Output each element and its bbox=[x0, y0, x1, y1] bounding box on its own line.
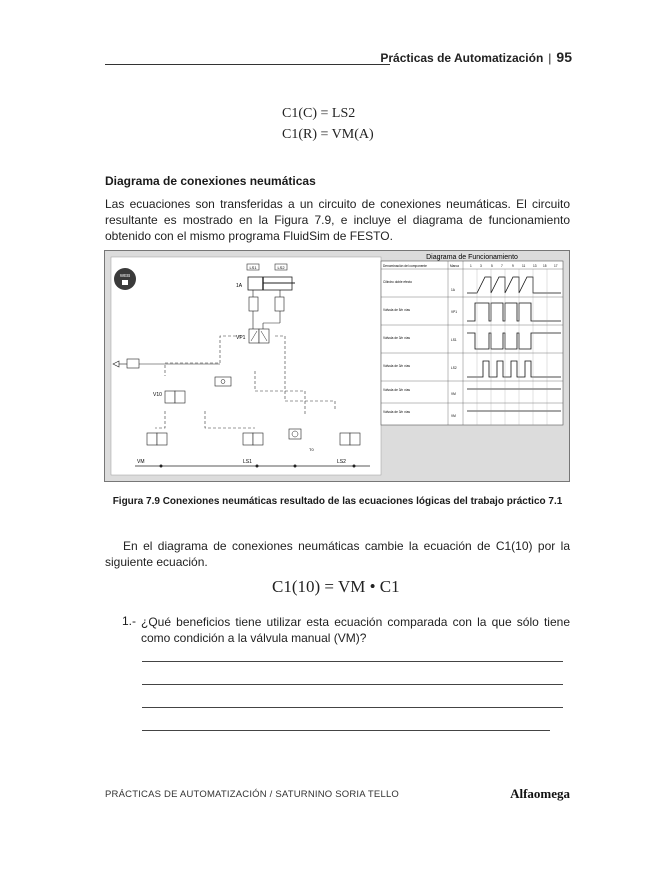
running-header bbox=[380, 49, 572, 65]
pneumatic-diagram bbox=[105, 251, 569, 481]
step-label: 13 bbox=[533, 264, 537, 268]
row-mark: VM bbox=[451, 414, 456, 418]
footer-credit: PRÁCTICAS DE AUTOMATIZACIÓN / SATURNINO SORIA TELLO bbox=[105, 789, 400, 800]
row-mark: VM bbox=[451, 392, 456, 396]
timer-label: T0 bbox=[309, 447, 314, 452]
row-mark: 1A bbox=[451, 288, 455, 292]
timing-diagram bbox=[381, 261, 563, 425]
row-name: Válvula de 3/n vías bbox=[383, 336, 410, 340]
step-label: 7 bbox=[501, 264, 503, 268]
ls2-label: LS2 bbox=[337, 459, 346, 465]
equation-c1-r: C1(R) = VM(A) bbox=[282, 127, 374, 142]
header-separator: | bbox=[548, 51, 552, 65]
button-icon bbox=[114, 268, 136, 290]
ls2-top-label: LS2 bbox=[277, 265, 285, 270]
answer-line[interactable] bbox=[142, 661, 563, 662]
row-mark: LS1 bbox=[451, 338, 457, 342]
timing-title: Diagrama de Funcionamiento bbox=[426, 254, 518, 261]
vm-label: VM bbox=[137, 459, 145, 465]
header-rule bbox=[105, 64, 390, 65]
step-label: 1 bbox=[470, 264, 472, 268]
flow-control-1 bbox=[249, 297, 258, 311]
page-number: 95 bbox=[556, 49, 572, 65]
equation-c1-c: C1(C) = LS2 bbox=[282, 106, 356, 121]
row-name: Válvula de 3/n vías bbox=[383, 388, 410, 392]
v10-cell-2 bbox=[175, 391, 185, 403]
step-label: 5 bbox=[491, 264, 493, 268]
row-name: Cilindro doble efecto bbox=[383, 280, 413, 284]
publisher-logo: Alfaomega bbox=[510, 786, 570, 801]
vm-cell-2 bbox=[157, 433, 167, 445]
vm-cell-1 bbox=[147, 433, 157, 445]
col-mark: Marca bbox=[450, 264, 459, 268]
step-label: 17 bbox=[554, 264, 558, 268]
answer-line[interactable] bbox=[142, 684, 563, 685]
answer-line[interactable] bbox=[142, 730, 550, 731]
section-title: Diagrama de conexiones neumáticas bbox=[105, 174, 316, 188]
ls1-cell-1 bbox=[243, 433, 253, 445]
step-label: 15 bbox=[543, 264, 547, 268]
row-name: Válvula de 3/n vías bbox=[383, 410, 410, 414]
button-label: WEB bbox=[119, 273, 131, 278]
supply-regulator bbox=[127, 359, 139, 368]
equation-c1-10: C1(10) = VM • C1 bbox=[272, 577, 400, 596]
row-mark: VP1 bbox=[451, 310, 458, 314]
step-label: 11 bbox=[522, 264, 526, 268]
v10-cell-1 bbox=[165, 391, 175, 403]
v10-label: V10 bbox=[153, 392, 162, 398]
ls2-cell-2 bbox=[350, 433, 360, 445]
ls1-label: LS1 bbox=[243, 459, 252, 465]
paragraph-instruction: En el diagrama de conexiones neumáticas cambie la ecuación de C1(10) por la siguiente ecuación. bbox=[105, 539, 570, 569]
question-text: ¿Qué beneficios tiene utilizar esta ecuación comparada con la que sólo tiene como condición a la válvula manual (VM)? bbox=[141, 615, 570, 645]
hand-icon bbox=[122, 280, 128, 285]
col-component: Denominación del componente bbox=[383, 264, 427, 268]
flow-control-2 bbox=[275, 297, 284, 311]
header-section: Prácticas de Automatización bbox=[380, 51, 544, 65]
row-name: Válvula de 3/n vías bbox=[383, 364, 410, 368]
paragraph-intro: Las ecuaciones son transferidas a un circuito de conexiones neumáticas. El circuito resultante es mostrado en la Figura 7.9, e incluye el diagrama de funcionamiento obtenido con el mismo programa FluidSim de FESTO. bbox=[105, 197, 570, 243]
question-number: 1.- bbox=[122, 614, 137, 628]
or-valve bbox=[215, 377, 231, 386]
row-mark: LS2 bbox=[451, 366, 457, 370]
ls1-cell-2 bbox=[253, 433, 263, 445]
step-label: 3 bbox=[480, 264, 482, 268]
ls1-top-label: LS1 bbox=[249, 265, 257, 270]
timer-body bbox=[289, 429, 301, 439]
vp1-label: VP1 bbox=[236, 335, 246, 341]
ls2-cell-1 bbox=[340, 433, 350, 445]
cylinder-label: 1A bbox=[236, 283, 243, 289]
pneumatic-figure bbox=[104, 250, 570, 482]
row-name: Válvula de 5/n vías bbox=[383, 308, 410, 312]
answer-line[interactable] bbox=[142, 707, 563, 708]
figure-caption: Figura 7.9 Conexiones neumáticas resultado de las ecuaciones lógicas del trabajo práctico 7.1 bbox=[112, 496, 563, 507]
step-label: 9 bbox=[512, 264, 514, 268]
